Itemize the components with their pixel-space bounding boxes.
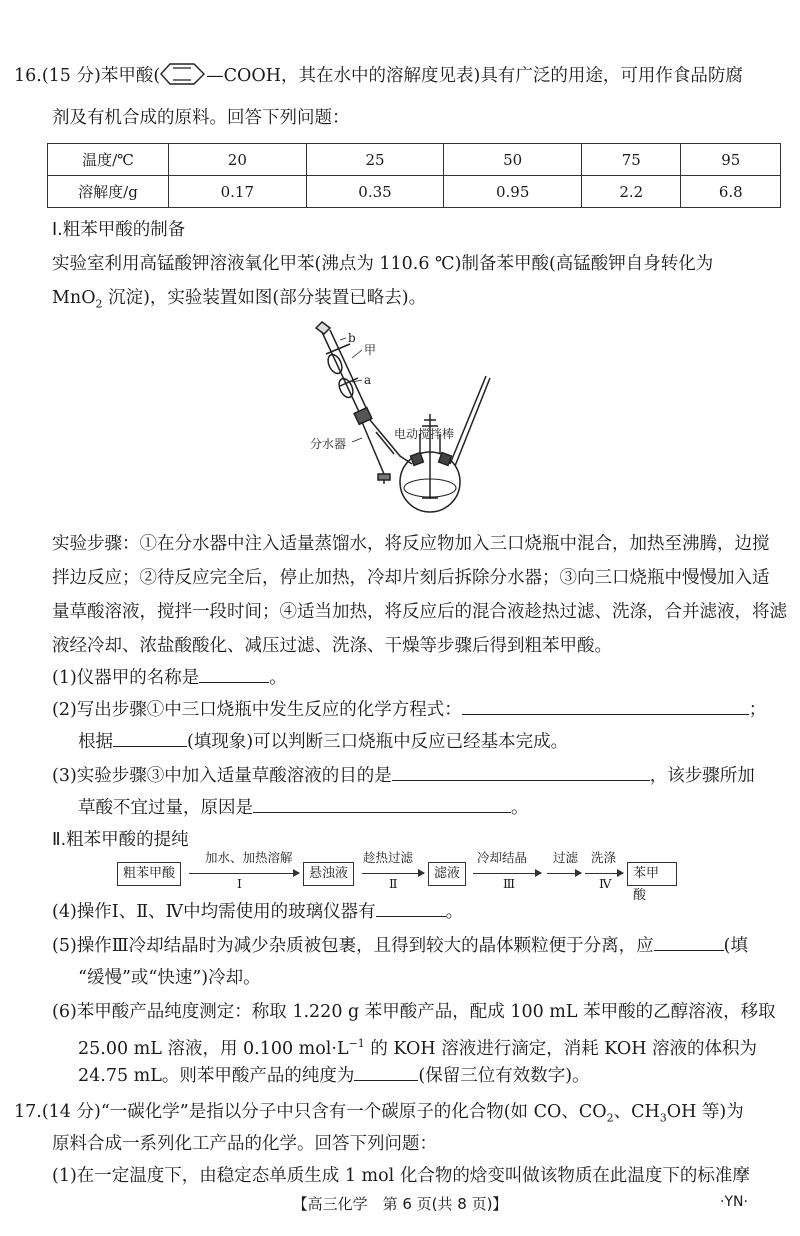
paragraph-line: MnO$_2$ 沉淀)，实验装置如图(部分装置已略去)。 (52, 288, 427, 311)
table-cell: 75 (582, 144, 681, 176)
q16-line1: 16.(15 分)苯甲酸( —COOH，其在水中的溶解度见表)具有广泛的用途，可用作食品防腐 (14, 62, 743, 90)
table-cell: 50 (444, 144, 582, 176)
subquestion-1: (1)仪器甲的名称是 。 (52, 664, 287, 692)
question-number: 16. (14, 66, 42, 86)
answer-blank[interactable] (253, 794, 511, 813)
answer-blank[interactable] (654, 932, 724, 951)
flow-box-filtrate: 滤液 (428, 862, 466, 886)
flow-arrow (473, 873, 541, 874)
subquestion-6c: 24.75 mL。则苯甲酸产品的纯度为 (保留三位有效数字)。 (78, 1062, 590, 1090)
flow-arrow (547, 873, 581, 874)
flow-op-label: 加水、加热溶解 (205, 850, 293, 865)
page-footer (0, 1193, 800, 1214)
flow-op-number: Ⅲ (503, 876, 516, 891)
flow-op-label: 冷却结晶 (477, 850, 528, 865)
footer-text: 【高三化学 第 6 页(共 8 页)】 (292, 1195, 508, 1213)
footer-code: ·YN· (720, 1194, 748, 1210)
apparatus-figure (300, 314, 500, 516)
answer-blank[interactable] (199, 664, 269, 683)
q17-line2: 原料合成一系列化工产品的化学。回答下列问题： (52, 1134, 437, 1154)
q17-line1: 17.(14 分)“一碳化学”是指以分子中只含有一个碳原子的化合物(如 CO、$CO_2$、$CH_3OH$ 等)为 (14, 1102, 744, 1125)
flow-arrow (189, 873, 299, 874)
paragraph-line: 量草酸溶液，搅拌一段时间；④适当加热，将反应后的混合液趁热过滤、洗涤，合并滤液，将滤 (52, 602, 787, 622)
label-jia: 甲 (364, 343, 377, 357)
table-cell: 95 (681, 144, 781, 176)
answer-blank[interactable] (462, 696, 749, 715)
subquestion-5a: (5)操作Ⅲ冷却结晶时为减少杂质被包裹，且得到较大的晶体颗粒便于分离，应 (填 (52, 932, 748, 960)
table-cell: 2.2 (582, 176, 681, 208)
paragraph-line: 实验室利用高锰酸钾溶液氧化甲苯(沸点为 110.6 ℃)制备苯甲酸(高锰酸钾自身转化为 (52, 254, 714, 274)
paragraph-line: 实验步骤：①在分水器中注入适量蒸馏水，将反应物加入三口烧瓶中混合，加热至沸腾，边搅 (52, 534, 770, 554)
flow-box-suspension: 悬浊液 (303, 862, 354, 886)
table-cell: 6.8 (681, 176, 781, 208)
flow-box-product: 苯甲酸 (627, 862, 677, 886)
subquestion-2b: 根据 (填现象)可以判断三口烧瓶中反应已经基本完成。 (78, 728, 568, 756)
flow-op-number: Ⅱ (389, 876, 398, 891)
subquestion-6a: (6)苯甲酸产品纯度测定：称取 1.220 g 苯甲酸产品，配成 100 mL 苯甲酸的乙醇溶液，移取 (52, 1002, 776, 1022)
label-a: a (364, 373, 372, 387)
flow-op-label: 过滤 (553, 850, 579, 865)
label-b: b (348, 331, 356, 345)
section-title: Ⅰ.粗苯甲酸的制备 (52, 220, 186, 240)
subquestion-5b: “缓慢”或“快速”)冷却。 (78, 968, 261, 988)
table-row (48, 176, 781, 208)
label-separator: 分水器 (310, 437, 347, 451)
answer-blank[interactable] (354, 1062, 418, 1081)
table-cell: 温度/℃ (48, 144, 169, 176)
table-cell: 0.17 (169, 176, 307, 208)
label-stirrer: 电动搅拌棒 (394, 427, 455, 441)
paragraph-line: 拌边反应；②待反应完全后，停止加热，冷却片刻后拆除分水器；③向三口烧瓶中慢慢加入适 (52, 568, 770, 588)
subquestion-2a: (2)写出步骤①中三口烧瓶中发生反应的化学方程式： ； (52, 696, 766, 724)
flow-op-number: Ⅰ (237, 876, 242, 891)
table-cell: 0.95 (444, 176, 582, 208)
purification-flow-diagram (117, 850, 677, 903)
answer-blank[interactable] (392, 762, 650, 781)
table-row (48, 144, 781, 176)
subquestion-6b: 25.00 mL 溶液，用 0.100 $mol\cdot L^{-1}$ 的 KOH 溶液进行滴定，消耗 KOH 溶液的体积为 (78, 1037, 758, 1059)
table-cell: 20 (169, 144, 307, 176)
answer-blank[interactable] (376, 898, 446, 917)
flow-op-label: 洗涤 (591, 850, 617, 865)
solubility-table (47, 143, 781, 208)
answer-blank[interactable] (113, 728, 187, 747)
flow-box-crude: 粗苯甲酸 (117, 862, 181, 886)
table-cell: 0.35 (306, 176, 444, 208)
flow-op-label: 趁热过滤 (363, 850, 414, 865)
flow-arrow (585, 873, 623, 874)
subquestion-4: (4)操作Ⅰ、Ⅱ、Ⅳ中均需使用的玻璃仪器有 。 (52, 898, 463, 926)
paragraph-line: 液经冷却、浓盐酸酸化、减压过滤、洗涤、干燥等步骤后得到粗苯甲酸。 (52, 636, 612, 656)
subquestion-3a: (3)实验步骤③中加入适量草酸溶液的目的是 ，该步骤所加 (52, 762, 755, 790)
q16-line2: 剂及有机合成的原料。回答下列问题： (52, 108, 350, 128)
table-cell: 溶解度/g (48, 176, 169, 208)
benzene-ring-icon (160, 62, 206, 86)
q17-line3: (1)在一定温度下，由稳定态单质生成 1 mol 化合物的焓变叫做该物质在此温度下的标准摩 (52, 1166, 750, 1186)
subquestion-3b: 草酸不宜过量，原因是 。 (78, 794, 529, 822)
flow-op-number: Ⅳ (599, 876, 612, 891)
section-title: Ⅱ.粗苯甲酸的提纯 (52, 830, 189, 850)
flow-arrow (362, 873, 424, 874)
table-cell: 25 (306, 144, 444, 176)
